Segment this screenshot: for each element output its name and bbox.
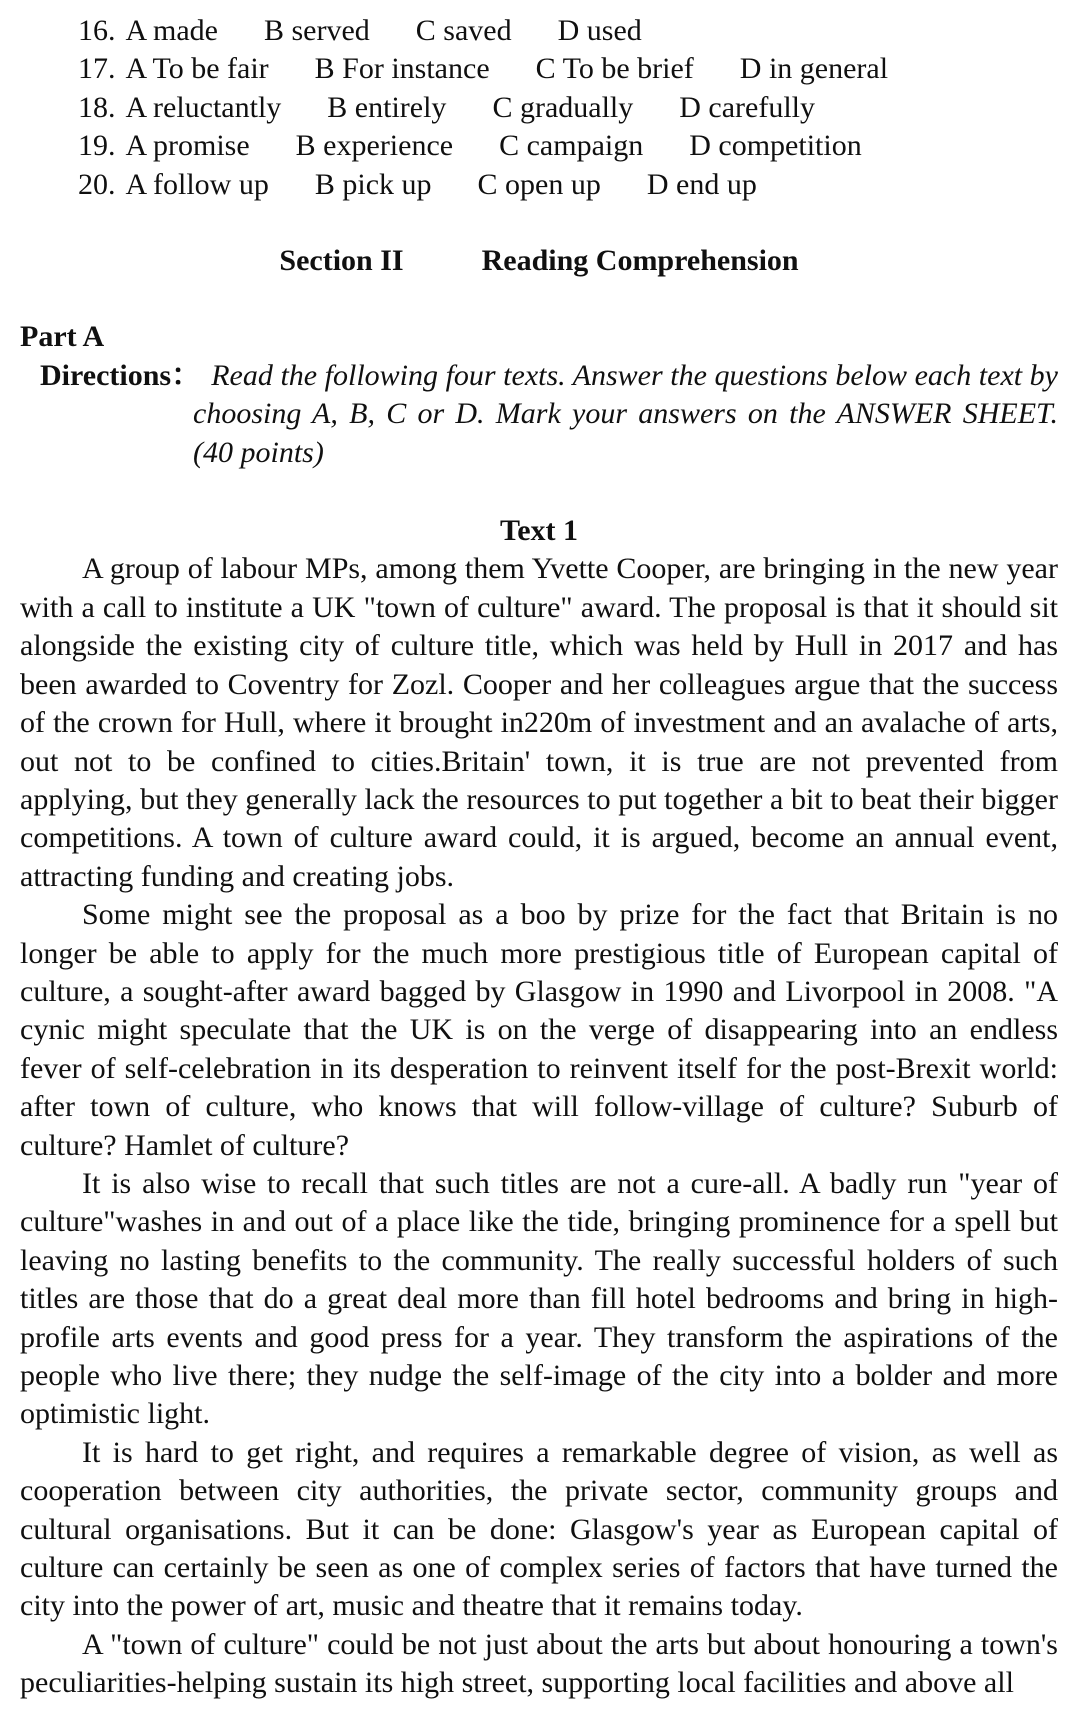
- question-row: [78, 127, 1058, 165]
- answer-option: C campaign: [499, 129, 644, 163]
- answer-option: B pick up: [314, 167, 432, 201]
- answer-option: A follow up: [125, 167, 269, 201]
- passage-paragraph: Some might see the proposal as a boo by prize for the fact that Britain is no longer be able to apply for the much more prestigious title of European capital of culture, a sought-after award bagged by Glasgow in 1990 and Livorpool in 2008. "A cynic might speculate that the UK is on the verge of disappearing into an endless fever of self-celebration in its desperation to reinvent itself for the post-Brexit world: after town of culture, who knows that will follow-village of culture? Suburb of culture? Hamlet of culture?: [20, 898, 1058, 1162]
- section-title: Reading Comprehension: [481, 244, 799, 278]
- answer-option: A promise: [125, 129, 250, 163]
- question-number: 16.: [78, 14, 116, 47]
- answer-option: C gradually: [492, 90, 634, 124]
- passage-text1: [20, 550, 1058, 1702]
- answer-option: B For instance: [314, 52, 490, 86]
- question-row: [78, 12, 1058, 50]
- question-number: 18.: [78, 90, 116, 124]
- answer-option: C To be brief: [535, 52, 694, 86]
- answer-option: D in general: [739, 52, 889, 86]
- question-number: 20.: [78, 167, 116, 201]
- question-number: 19.: [78, 129, 116, 163]
- answer-option: C open up: [477, 167, 601, 201]
- passage-paragraph: It is hard to get right, and requires a remarkable degree of vision, as well as cooperation between city authorities, the private sector, community groups and cultural organisations. But it can be done: Glasgow's year as European capital of culture can certainly be seen as one of complex series of factors that have turned the city into the power of art, music and theatre that it remains today.: [20, 1435, 1058, 1623]
- directions-text: Read the following four texts. Answer the questions below each text by choosing A, B, C or D. Mark your answers on the ANSWER SHEET. (40 points): [193, 358, 1058, 469]
- passage-paragraph: It is also wise to recall that such titles are not a cure-all. A badly run "year of culture"washes in and out of a place like the tide, bringing prominence for a spell but leaving no lasting benefits to the community. The really successful holders of such titles are those that do a great deal more than fill hotel bedrooms and bring in high-profile arts events and good press for a year. They transform the aspirations of the people who live there; they nudge the self-image of the city into a bolder and more optimistic light.: [20, 1166, 1058, 1431]
- text-heading: Text 1: [499, 514, 579, 548]
- answer-option: D competition: [689, 129, 862, 163]
- question-row: [78, 50, 1058, 88]
- section-heading: [20, 242, 1058, 280]
- answer-option: B entirely: [327, 90, 447, 124]
- question-row: [78, 166, 1058, 204]
- question-number: 17.: [78, 52, 116, 86]
- passage-paragraph: A "town of culture" could be not just about the arts but about honouring a town's peculiarities-helping sustain its high street, supporting local facilities and above all: [20, 1627, 1058, 1700]
- directions-label: Directions：: [40, 358, 202, 392]
- answer-option: B experience: [295, 129, 454, 163]
- directions: [20, 357, 1058, 472]
- question-row: [78, 89, 1058, 127]
- answer-option: D end up: [646, 167, 757, 201]
- part-label: Part A: [20, 320, 105, 354]
- answer-option: B served: [263, 14, 370, 47]
- section-label: Section II: [279, 244, 404, 278]
- answer-option: A To be fair: [125, 52, 269, 86]
- answer-option: D used: [557, 14, 642, 47]
- answer-option: A reluctantly: [125, 90, 282, 124]
- passage-paragraph: A group of labour MPs, among them Yvette Cooper, are bringing in the new year with a call to institute a UK "town of culture" award. The proposal is that it should sit alongside the existing city of culture title, which was held by Hull in 2017 and has been awarded to Coventry for Zozl. Cooper and her colleagues argue that the success of the crown for Hull, where it brought in220m of investment and an avalache of arts, out not to be confined to cities.Britain' town, it is true are not prevented from applying, but they generally lack the resources to put together a bit to beat their bigger competitions. A town of culture award could, it is argued, become an annual event, attracting funding and creating jobs.: [20, 552, 1058, 893]
- answer-option: C saved: [415, 14, 512, 47]
- answer-option: A made: [125, 14, 218, 47]
- cloze-options-list: [20, 12, 1058, 204]
- answer-option: D carefully: [679, 90, 816, 124]
